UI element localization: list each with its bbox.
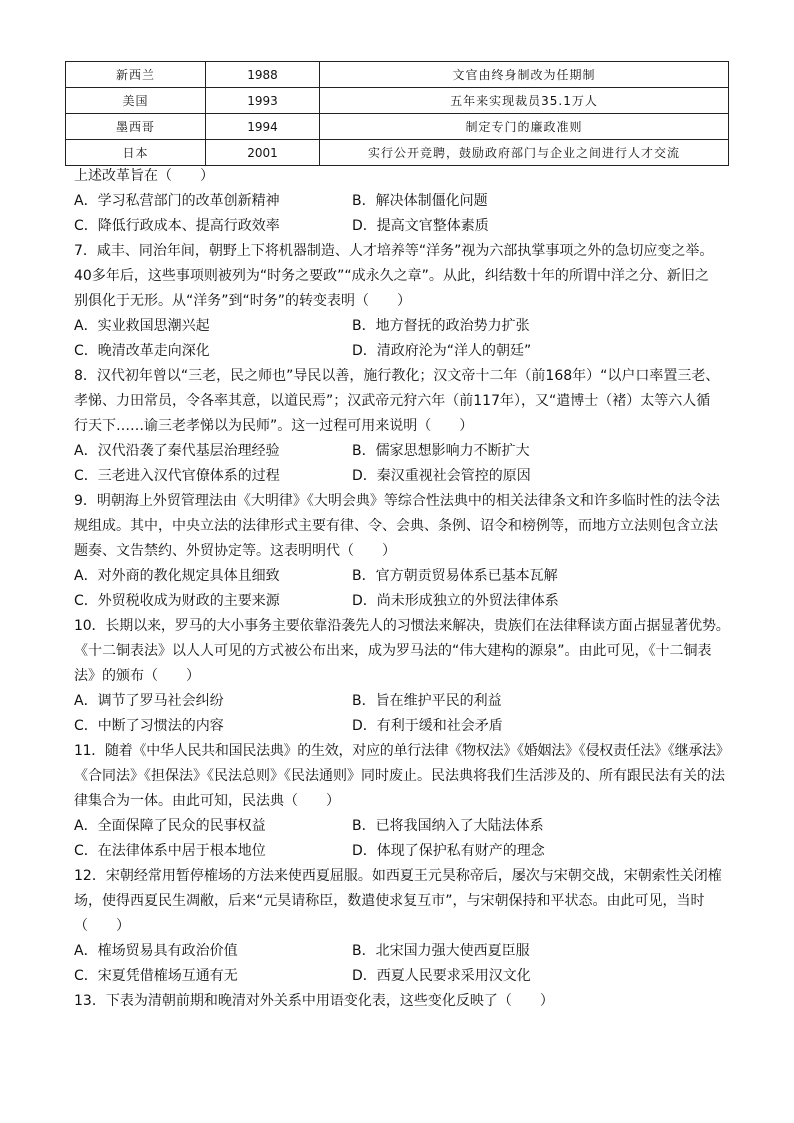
question-8-stem: 行天下……谕三老孝悌以为民师”。这一过程可用来说明（ ） — [74, 418, 474, 434]
q9-option-c[interactable]: C．外贸税收成为财政的主要来源 — [74, 593, 280, 609]
q10-option-c[interactable]: C．中断了习惯法的内容 — [74, 718, 224, 734]
question-7-stem: 40多年后，这些事项则被列为“时务之要政”“成永久之章”。从此，纠结数十年的所谓中洋之分、新旧之 — [74, 268, 709, 284]
year-cell: 2001 — [206, 140, 320, 166]
measure-cell: 文官由终身制改为任期制 — [320, 62, 729, 88]
measure-cell: 实行公开竞聘，鼓励政府部门与企业之间进行人才交流 — [320, 140, 729, 166]
table-row — [66, 114, 729, 140]
table-row — [66, 62, 729, 88]
measure-cell: 制定专门的廉政准则 — [320, 114, 729, 140]
question-13-stem: 13．下表为清朝前期和晚清对外关系中用语变化表，这些变化反映了（ ） — [74, 993, 554, 1009]
year-cell: 1994 — [206, 114, 320, 140]
q10-option-a[interactable]: A．调节了罗马社会纠纷 — [74, 693, 224, 709]
q9-option-b[interactable]: B．官方朝贡贸易体系已基本瓦解 — [352, 568, 558, 584]
q8-option-a[interactable]: A．汉代沿袭了秦代基层治理经验 — [74, 443, 280, 459]
question-11-stem: 11．随着《中华人民共和国民法典》的生效，对应的单行法律《物权法》《婚姻法》《侵权责任法》《继承法》 — [74, 743, 730, 759]
q7-option-d[interactable]: D．清政府沦为“洋人的朝廷” — [352, 343, 532, 359]
q12-option-b[interactable]: B．北宋国力强大使西夏臣服 — [352, 943, 530, 959]
measure-cell: 五年来实现裁员35.1万人 — [320, 88, 729, 114]
q6-option-a[interactable]: A．学习私营部门的改革创新精神 — [74, 193, 280, 209]
question-7-stem: 别俱化于无形。从“洋务”到“时务”的转变表明（ ） — [74, 293, 412, 309]
q9-option-d[interactable]: D．尚未形成独立的外贸法律体系 — [352, 593, 559, 609]
q6-option-b[interactable]: B．解决体制僵化问题 — [352, 193, 488, 209]
country-cell: 日本 — [66, 140, 206, 166]
q6-option-d[interactable]: D．提高文官整体素质 — [352, 218, 489, 234]
q11-option-a[interactable]: A．全面保障了民众的民事权益 — [74, 818, 266, 834]
country-cell: 新西兰 — [66, 62, 206, 88]
q11-option-b[interactable]: B．已将我国纳入了大陆法体系 — [352, 818, 544, 834]
q12-option-d[interactable]: D．西夏人民要求采用汉文化 — [352, 968, 531, 984]
q6-option-c[interactable]: C．降低行政成本、提高行政效率 — [74, 218, 280, 234]
q7-option-a[interactable]: A．实业救国思潮兴起 — [74, 318, 210, 334]
q11-option-c[interactable]: C．在法律体系中居于根本地位 — [74, 843, 266, 859]
question-12-stem: （ ） — [74, 918, 130, 934]
reform-table — [65, 61, 729, 166]
country-cell: 美国 — [66, 88, 206, 114]
q8-option-d[interactable]: D．秦汉重视社会管控的原因 — [352, 468, 531, 484]
country-cell: 墨西哥 — [66, 114, 206, 140]
question-12-stem: 场，使得西夏民生凋敝，后来“元昊请称臣，数遣使求复互市”，与宋朝保持和平状态。由此可见，当时 — [74, 893, 705, 909]
question-11-stem: 《合同法》《担保法》《民法总则》《民法通则》同时废止。民法典将我们生活涉及的、所有跟民法有关的法 — [74, 768, 725, 784]
q12-option-c[interactable]: C．宋夏凭借榷场互通有无 — [74, 968, 238, 984]
question-9-stem: 规组成。其中，中央立法的法律形式主要有律、令、会典、条例、诏令和榜例等，而地方立法则包含立法 — [74, 518, 718, 534]
q8-option-b[interactable]: B．儒家思想影响力不断扩大 — [352, 443, 530, 459]
question-7-stem: 7．咸丰、同治年间，朝野上下将机器制造、人才培养等“洋务”视为六部执掌事项之外的急切应变之举。 — [74, 243, 714, 259]
question-12-stem: 12．宋朝经常用暂停榷场的方法来使西夏屈服。如西夏王元昊称帝后，屡次与宋朝交战，宋朝索性关闭榷 — [74, 868, 722, 884]
question-10-stem: 10．长期以来，罗马的大小事务主要依靠沿袭先人的习惯法来解决，贵族们在法律释读方面占据显著优势。 — [74, 618, 730, 634]
question-11-stem: 律集合为一体。由此可知，民法典（ ） — [74, 793, 340, 809]
q12-option-a[interactable]: A．榷场贸易具有政治价值 — [74, 943, 238, 959]
table-row — [66, 88, 729, 114]
question-10-stem: 法》的颁布（ ） — [74, 668, 200, 684]
q7-option-c[interactable]: C．晚清改革走向深化 — [74, 343, 210, 359]
question-8-stem: 孝悌、力田常员，令各率其意，以道民焉”；汉武帝元狩六年（前117年），又“遣博士（褚）太等六人循 — [74, 393, 711, 409]
question-9-stem: 题奏、文告禁约、外贸协定等。这表明明代（ ） — [74, 543, 396, 559]
q10-option-b[interactable]: B．旨在维护平民的利益 — [352, 693, 502, 709]
question-6-stem: 上述改革旨在（ ） — [74, 168, 214, 184]
q10-option-d[interactable]: D．有利于缓和社会矛盾 — [352, 718, 503, 734]
q7-option-b[interactable]: B．地方督抚的政治势力扩张 — [352, 318, 530, 334]
q11-option-d[interactable]: D．体现了保护私有财产的理念 — [352, 843, 545, 859]
question-10-stem: 《十二铜表法》以人人可见的方式被公布出来，成为罗马法的“伟大建构的源泉”。由此可见，《十二铜表 — [74, 643, 712, 659]
year-cell: 1988 — [206, 62, 320, 88]
table-row — [66, 140, 729, 166]
q9-option-a[interactable]: A．对外商的教化规定具体且细致 — [74, 568, 280, 584]
question-8-stem: 8．汉代初年曾以“三老，民之师也”导民以善，施行教化；汉文帝十二年（前168年）“以户口率置三老、 — [74, 368, 720, 384]
question-9-stem: 9．明朝海上外贸管理法由《大明律》《大明会典》等综合性法典中的相关法律条文和许多临时性的法令法 — [74, 493, 720, 509]
year-cell: 1993 — [206, 88, 320, 114]
q8-option-c[interactable]: C．三老进入汉代官僚体系的过程 — [74, 468, 280, 484]
